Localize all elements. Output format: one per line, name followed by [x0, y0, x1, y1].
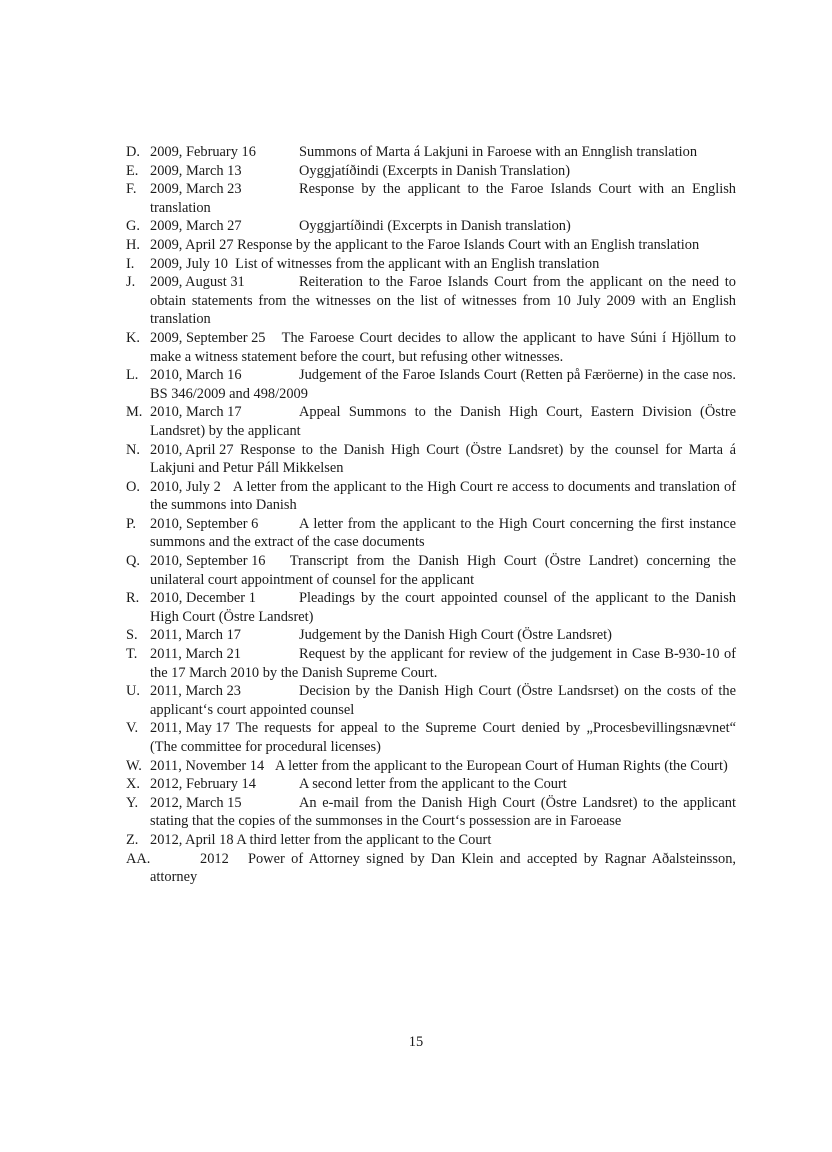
list-item — [126, 515, 736, 552]
item-date: 2010, March 17 — [150, 404, 242, 421]
list-item — [126, 626, 736, 645]
item-letter: V. — [126, 720, 139, 737]
list-item — [126, 589, 736, 626]
item-description: A third letter from the applicant to the Court — [236, 831, 492, 848]
item-letter: U. — [126, 683, 140, 700]
list-item — [126, 645, 736, 682]
item-letter: T. — [126, 646, 138, 663]
item-date: 2010, December 1 — [150, 590, 256, 607]
item-letter: Y. — [126, 794, 139, 811]
list-item — [126, 366, 736, 403]
item-date: 2009, September 25 — [150, 329, 266, 346]
item-description: A second letter from the applicant to the Court — [299, 776, 567, 793]
item-date: 2011, March 23 — [150, 683, 241, 700]
item-letter: K. — [126, 329, 140, 346]
item-date: 2012, April 18 — [150, 831, 234, 848]
list-item — [126, 236, 736, 255]
item-date: 2010, July 2 — [150, 478, 221, 495]
item-letter: Q. — [126, 553, 140, 570]
item-description: Judgement of the Faroe Islands Court (Retten på Færöerne) in the case nos. BS 346/2009 and 498/2009 — [150, 367, 736, 402]
item-date: 2010, April 27 — [150, 441, 234, 458]
item-description: Decision by the Danish High Court (Östre Landsrset) on the costs of the applicant‘s court appointed counsel — [150, 683, 736, 718]
item-description: An e-mail from the Danish High Court (Östre Landsret) to the applicant stating that the copies of the summonses in the Court‘s possession are in Faroease — [150, 794, 736, 830]
item-letter: W. — [126, 757, 142, 774]
item-description: A letter from the applicant to the European Court of Human Rights (the Court) — [274, 757, 728, 774]
item-letter: J. — [126, 274, 136, 291]
list-item — [126, 831, 736, 850]
item-date: 2010, September 6 — [150, 515, 259, 532]
item-description: Transcript from the Danish High Court (Östre Landret) concerning the unilateral court appointment of counsel for the applicant — [150, 553, 737, 588]
item-date: 2011, May 17 — [150, 720, 230, 737]
item-letter: P. — [126, 515, 137, 532]
list-item — [126, 850, 736, 887]
item-description: The requests for appeal to the Supreme Court denied by „Procesbevillingsnævnet“ (The committee for procedural licenses) — [150, 720, 736, 755]
annex-list — [126, 143, 736, 887]
list-item — [126, 180, 736, 217]
list-item — [126, 757, 736, 776]
list-item — [126, 143, 736, 162]
list-item — [126, 273, 736, 329]
list-item — [126, 255, 736, 274]
item-description: Pleadings by the court appointed counsel of the applicant to the Danish High Court (Östre Landsret) — [150, 590, 736, 625]
list-item — [126, 682, 736, 719]
item-date: 2011, March 21 — [150, 646, 241, 663]
item-letter: E. — [126, 162, 139, 179]
item-date: 2009, July 10 — [150, 255, 228, 272]
item-letter: I. — [126, 255, 135, 272]
list-item — [126, 719, 736, 756]
item-date: 2009, April 27 — [150, 236, 234, 253]
list-item — [126, 441, 736, 478]
item-description: Oyggjatíðindi (Excerpts in Danish Translation) — [299, 162, 570, 179]
item-date: 2012 — [200, 850, 229, 867]
item-description: Reiteration to the Faroe Islands Court from the applicant on the need to obtain statements from the witnesses on the list of witnesses from 10 July 2009 with an English translation — [150, 274, 736, 328]
item-description: List of witnesses from the applicant with an English translation — [235, 255, 600, 272]
item-date: 2009, March 13 — [150, 162, 242, 179]
item-letter: S. — [126, 627, 138, 644]
item-letter: Z. — [126, 831, 139, 848]
item-date: 2009, March 27 — [150, 218, 242, 235]
item-description: The Faroese Court decides to allow the applicant to have Súni í Hjöllum to make a witness statement before the court, but refusing other witnesses. — [150, 329, 737, 365]
item-date: 2010, September 16 — [150, 553, 266, 570]
item-letter: G. — [126, 218, 140, 235]
item-description: A letter from the applicant to the High Court concerning the first instance summons and the extract of the case documents — [150, 515, 736, 551]
item-letter: N. — [126, 441, 140, 458]
item-letter: R. — [126, 590, 140, 607]
list-item — [126, 403, 736, 440]
item-description: Response to the Danish High Court (Östre Landsret) by the counsel for Marta á Lakjuni and Petur Páll Mikkelsen — [150, 441, 736, 477]
list-item — [126, 329, 736, 366]
item-date: 2012, February 14 — [150, 776, 256, 793]
list-item — [126, 552, 736, 589]
item-letter: H. — [126, 236, 140, 253]
item-letter: O. — [126, 478, 140, 495]
item-date: 2011, November 14 — [150, 757, 265, 774]
item-description: Judgement by the Danish High Court (Östre Landsret) — [299, 627, 612, 644]
item-description: Request by the applicant for review of the judgement in Case B-930-10 of the 17 March 2010 by the Danish Supreme Court. — [150, 646, 736, 681]
item-letter: AA. — [126, 850, 151, 867]
list-item — [126, 775, 736, 794]
item-description: Appeal Summons to the Danish High Court, Eastern Division (Östre Landsret) by the applicant — [150, 404, 736, 439]
item-letter: L. — [126, 367, 139, 384]
item-description: Response by the applicant to the Faroe Islands Court with an English translation — [237, 236, 700, 253]
page-number: 15 — [408, 1034, 424, 1050]
list-item — [126, 162, 736, 181]
item-date: 2012, March 15 — [150, 794, 242, 811]
item-date: 2009, February 16 — [150, 144, 256, 160]
item-letter: X. — [126, 776, 140, 793]
item-date: 2009, August 31 — [150, 274, 245, 291]
list-item — [126, 794, 736, 831]
item-letter: F. — [126, 181, 137, 198]
item-description: Summons of Marta á Lakjuni in Faroese with an Ennglish translation — [299, 144, 698, 160]
item-letter: D. — [126, 144, 140, 160]
list-item — [126, 217, 736, 236]
item-letter: M. — [126, 404, 143, 421]
item-description: Response by the applicant to the Faroe Islands Court with an English translation — [150, 181, 736, 216]
item-description: A letter from the applicant to the High Court re access to documents and translation of the summons into Danish — [150, 478, 736, 514]
item-date: 2011, March 17 — [150, 627, 241, 644]
item-date: 2010, March 16 — [150, 367, 242, 384]
item-description: Oyggjartíðindi (Excerpts in Danish translation) — [299, 218, 571, 235]
item-description: Power of Attorney signed by Dan Klein and accepted by Ragnar Aðalsteinsson, attorney — [150, 850, 736, 886]
list-item — [126, 478, 736, 515]
item-date: 2009, March 23 — [150, 181, 242, 198]
